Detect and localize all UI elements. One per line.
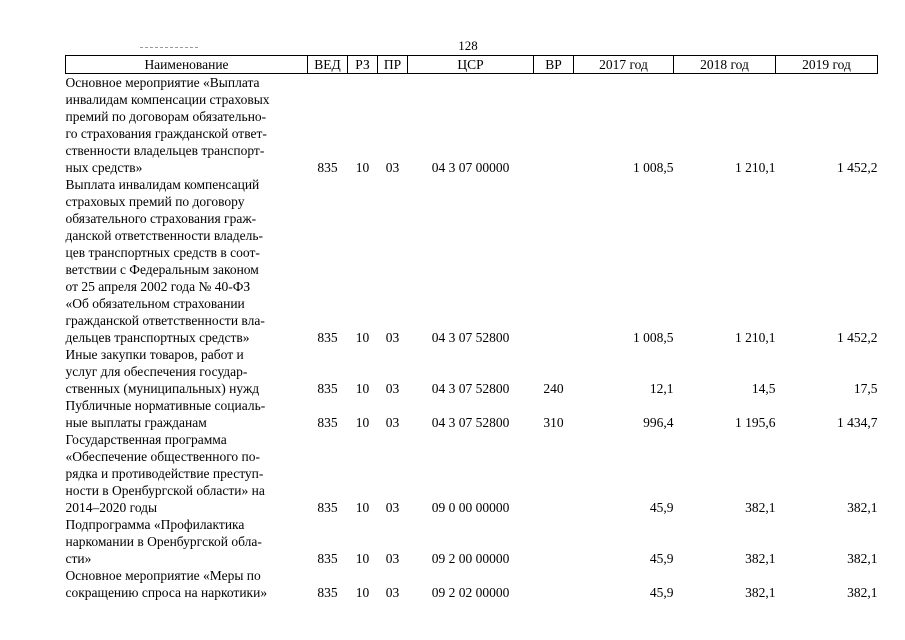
cell-vr: [534, 567, 574, 601]
name-line: «Об обязательном страховании: [65, 296, 245, 311]
name-line: данской ответственности владель-: [65, 228, 264, 243]
cell-2018: 14,5: [751, 381, 776, 396]
cell-rz: 10: [355, 330, 370, 345]
cell-name: [66, 74, 308, 177]
cell-name: [66, 176, 308, 346]
cell-rz: 10: [355, 415, 370, 430]
header-2019: 2019 год: [776, 56, 878, 74]
table-row: [66, 431, 878, 516]
name-line: от 25 апреля 2002 года № 40-ФЗ: [65, 279, 251, 294]
cell-ved: 835: [317, 381, 338, 396]
name-line: Основное мероприятие «Меры по: [65, 568, 261, 583]
name-line: ветствии с Федеральным законом: [65, 262, 259, 277]
cell-vr: [534, 431, 574, 516]
table-body: [66, 74, 878, 602]
header-rz: РЗ: [348, 56, 378, 74]
header-2018: 2018 год: [674, 56, 776, 74]
cell-rz: 10: [355, 500, 370, 515]
cell-name: [66, 516, 308, 567]
cell-pr: 03: [385, 381, 400, 396]
cell-2018: 1 195,6: [735, 415, 776, 430]
cell-csr: 09 0 00 00000: [431, 500, 510, 515]
header-row: [66, 56, 878, 74]
cell-2017: 45,9: [649, 500, 674, 515]
name-line: Основное мероприятие «Выплата: [65, 75, 260, 90]
cell-rz: 10: [355, 381, 370, 396]
name-line: гражданской ответственности вла-: [65, 313, 265, 328]
cell-2019: 1 434,7: [837, 415, 878, 430]
cell-vr: [534, 74, 574, 177]
cell-ved: 835: [317, 551, 338, 566]
cell-pr: 03: [385, 551, 400, 566]
name-line: дельцев транспортных средств»: [65, 330, 250, 345]
table-row: [66, 74, 878, 177]
name-line: инвалидам компенсации страховых: [65, 92, 270, 107]
header-2017: 2017 год: [574, 56, 674, 74]
cell-pr: 03: [385, 415, 400, 430]
cell-vr: 310: [543, 415, 564, 430]
cell-2017: 1 008,5: [633, 330, 674, 345]
cell-2017: 996,4: [643, 415, 674, 430]
name-line: ности в Оренбургской области» на: [65, 483, 265, 498]
cell-2017: 12,1: [649, 381, 674, 396]
header-ved: ВЕД: [308, 56, 348, 74]
cell-ved: 835: [317, 330, 338, 345]
cell-vr: [534, 516, 574, 567]
cell-pr: 03: [385, 330, 400, 345]
cell-2019: 382,1: [847, 500, 878, 515]
cell-2018: 382,1: [745, 585, 776, 600]
cell-name: [66, 346, 308, 397]
header-csr: ЦСР: [408, 56, 534, 74]
name-line: сти»: [65, 551, 92, 566]
cell-2018: 382,1: [745, 551, 776, 566]
name-line: Подпрограмма «Профилактика: [65, 517, 245, 532]
cell-name: [66, 431, 308, 516]
name-line: премий по договорам обязательно-: [65, 109, 267, 124]
page-number: 128: [458, 38, 478, 53]
header-vr: ВР: [534, 56, 574, 74]
table-row: [66, 567, 878, 601]
cell-2019: 1 452,2: [837, 330, 878, 345]
cell-2017: 1 008,5: [633, 160, 674, 175]
name-line: Выплата инвалидам компенсаций: [65, 177, 260, 192]
name-line: ные выплаты гражданам: [65, 415, 207, 430]
cell-vr: 240: [543, 381, 564, 396]
name-line: Публичные нормативные социаль-: [65, 398, 266, 413]
cell-rz: 10: [355, 551, 370, 566]
name-line: «Обеспечение общественного по-: [65, 449, 261, 464]
name-line: го страхования гражданской ответ-: [65, 126, 267, 141]
cell-name: [66, 567, 308, 601]
name-line: ственности владельцев транспорт-: [65, 143, 265, 158]
name-line: цев транспортных средств в соот-: [65, 245, 260, 260]
name-line: Иные закупки товаров, работ и: [65, 347, 244, 362]
table-row: [66, 346, 878, 397]
name-line: обязательного страхования граж-: [65, 211, 257, 226]
name-line: наркомании в Оренбургской обла-: [65, 534, 262, 549]
cell-2018: 1 210,1: [735, 330, 776, 345]
cell-2019: 17,5: [853, 381, 878, 396]
name-line: ственных (муниципальных) нужд: [65, 381, 260, 396]
cell-ved: 835: [317, 160, 338, 175]
cell-2018: 382,1: [745, 500, 776, 515]
cell-2019: 382,1: [847, 585, 878, 600]
cell-2019: 1 452,2: [837, 160, 878, 175]
name-line: страховых премий по договору: [65, 194, 245, 209]
cell-vr: [534, 176, 574, 346]
cell-rz: 10: [355, 585, 370, 600]
cell-2017: 45,9: [649, 551, 674, 566]
cell-2019: 382,1: [847, 551, 878, 566]
cell-pr: 03: [385, 160, 400, 175]
cell-csr: 04 3 07 52800: [431, 330, 510, 345]
name-line: 2014–2020 годы: [65, 500, 158, 515]
cell-rz: 10: [355, 160, 370, 175]
cell-ved: 835: [317, 415, 338, 430]
budget-table: [65, 55, 878, 601]
name-line: сокращению спроса на наркотики»: [65, 585, 268, 600]
header-name: Наименование: [66, 56, 308, 74]
cell-pr: 03: [385, 500, 400, 515]
cell-2017: 45,9: [649, 585, 674, 600]
table-row: [66, 176, 878, 346]
cell-csr: 09 2 02 00000: [431, 585, 510, 600]
cell-name: [66, 397, 308, 431]
cell-2018: 1 210,1: [735, 160, 776, 175]
cell-ved: 835: [317, 585, 338, 600]
cell-pr: 03: [385, 585, 400, 600]
cell-csr: 04 3 07 52800: [431, 415, 510, 430]
header-pr: ПР: [378, 56, 408, 74]
cell-ved: 835: [317, 500, 338, 515]
name-line: услуг для обеспечения государ-: [65, 364, 248, 379]
top-rule: [140, 47, 198, 48]
table-row: [66, 516, 878, 567]
cell-csr: 04 3 07 52800: [431, 381, 510, 396]
cell-csr: 09 2 00 00000: [431, 551, 510, 566]
name-line: Государственная программа: [65, 432, 227, 447]
name-line: рядка и противодействие преступ-: [65, 466, 264, 481]
cell-csr: 04 3 07 00000: [431, 160, 510, 175]
name-line: ных средств»: [65, 160, 143, 175]
table-row: [66, 397, 878, 431]
